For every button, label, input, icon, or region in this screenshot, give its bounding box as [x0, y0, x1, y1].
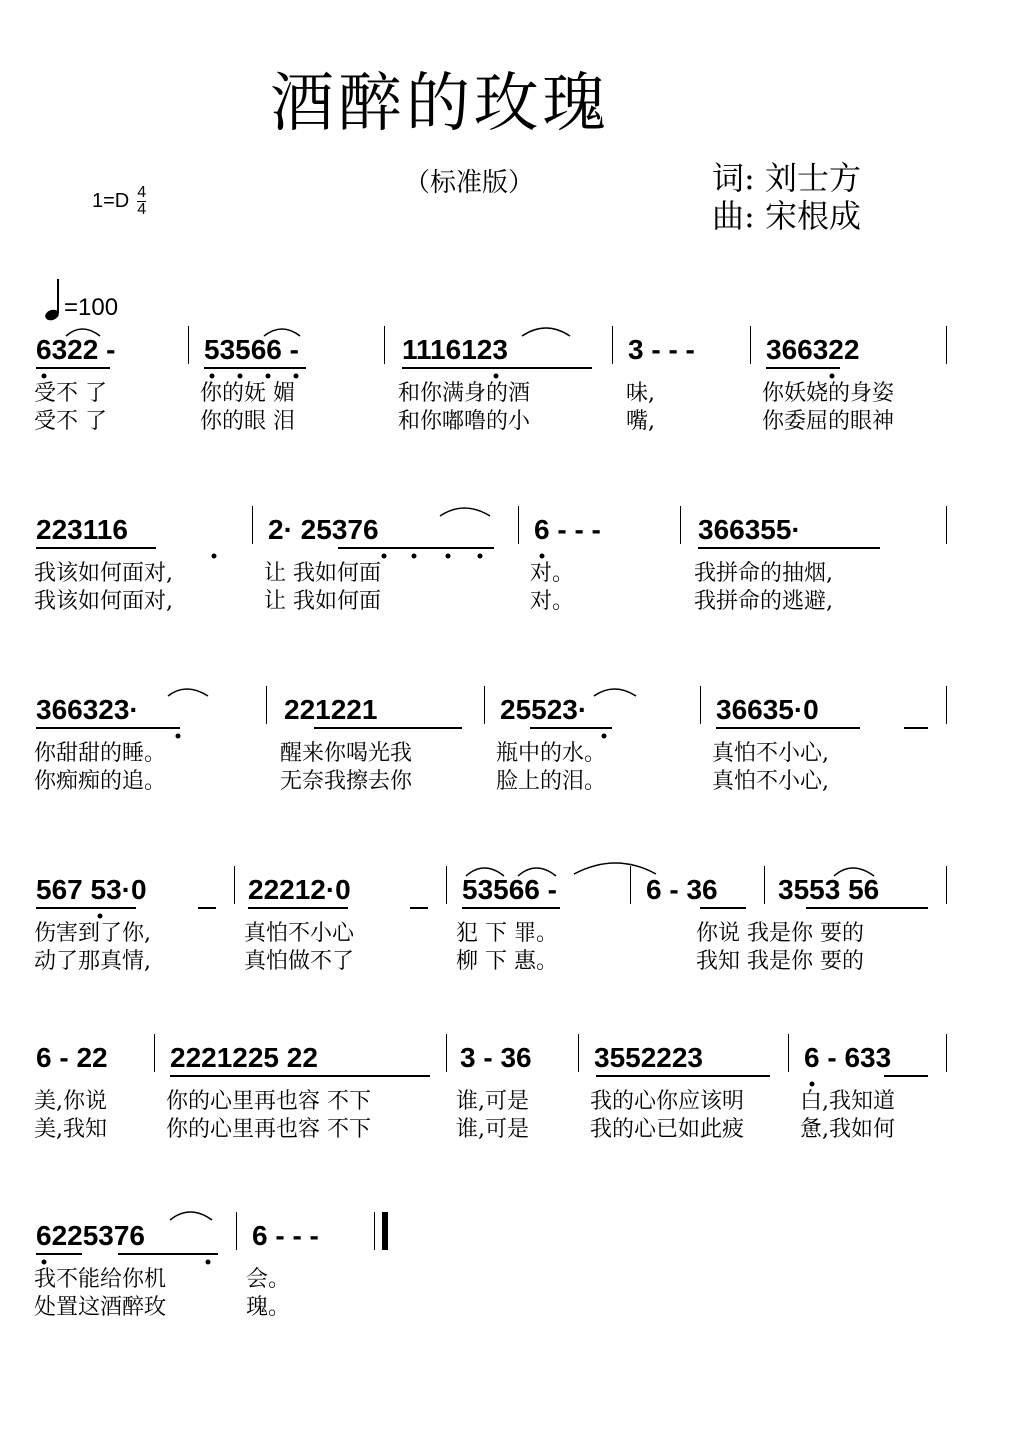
measure: 2· 25376	[268, 514, 379, 545]
measure: 1116123	[402, 334, 508, 365]
time-signature-beats: 4	[137, 184, 147, 201]
barline	[750, 326, 751, 364]
measure: 6 - 36	[646, 874, 718, 905]
measure: 6 - 633	[804, 1042, 892, 1073]
lyric-verse-1: 你的妩 媚	[200, 381, 295, 406]
measure: 53566 -	[204, 334, 299, 365]
barline	[374, 1212, 375, 1250]
measure: 366322	[766, 334, 860, 365]
barline	[680, 506, 681, 544]
barline	[384, 326, 385, 364]
measure: 3 - - -	[628, 334, 695, 365]
music-system-6	[0, 1218, 1024, 1358]
measure: 6225376	[36, 1220, 146, 1251]
barline	[946, 326, 947, 364]
measure: 6322 -	[36, 334, 116, 365]
lyric-verse-1: 我拼命的抽烟,	[694, 561, 833, 586]
barline	[266, 686, 267, 724]
lyric-verse-2: 柳 下 惠。	[456, 949, 558, 974]
lyric-verse-1: 和你满身的酒	[398, 381, 531, 406]
music-system-1	[0, 332, 1024, 472]
lyric-verse-1: 谁,可是	[456, 1089, 529, 1114]
lyric-verse-1: 犯 下 罪。	[456, 921, 558, 946]
barline	[188, 326, 189, 364]
lyric-verse-1: 美,你说	[34, 1089, 107, 1114]
lyric-verse-2: 真怕不小心,	[712, 769, 829, 794]
lyric-verse-1: 真怕不小心	[244, 921, 355, 946]
time-signature	[137, 185, 146, 218]
measure: 2221225 22	[170, 1042, 318, 1073]
lyric-verse-1: 让 我如何面	[264, 561, 381, 586]
measure: 3553 56	[778, 874, 880, 905]
notation-row	[0, 1040, 1024, 1076]
measure: 22212·0	[248, 874, 351, 905]
measure: 6 - 22	[36, 1042, 108, 1073]
measure: 53566 -	[462, 874, 557, 905]
barline	[946, 686, 947, 724]
lyric-verse-2: 你痴痴的追。	[34, 769, 167, 794]
barline	[946, 866, 947, 904]
lyric-verse-1: 我的心你应该明	[590, 1089, 745, 1114]
measure: 221221	[284, 694, 378, 725]
notation-row	[0, 872, 1024, 908]
music-system-2	[0, 512, 1024, 652]
barline	[788, 1034, 789, 1072]
lyric-verse-2: 我该如何面对,	[34, 589, 173, 614]
lyric-verse-2: 我拼命的逃避,	[694, 589, 833, 614]
lyric-verse-2: 动了那真情,	[34, 949, 151, 974]
measure: 3 - 36	[460, 1042, 532, 1073]
lyric-verse-1: 受不 了	[34, 381, 107, 406]
measure: 25523·	[500, 694, 588, 725]
lyric-verse-2: 真怕做不了	[244, 949, 355, 974]
lyric-verse-2: 你的眼 泪	[200, 409, 295, 434]
lyric-verse-2: 惫,我如何	[800, 1117, 895, 1142]
tempo-marking: =100	[64, 294, 119, 321]
lyric-verse-2: 和你嘟噜的小	[398, 409, 531, 434]
notation-row	[0, 692, 1024, 728]
barline	[946, 506, 947, 544]
barline	[700, 686, 701, 724]
barline	[630, 866, 631, 904]
lyric-verse-2: 我知 我是你 要的	[696, 949, 864, 974]
lyric-verse-2: 让 我如何面	[264, 589, 381, 614]
lyric-verse-1: 我该如何面对,	[34, 561, 173, 586]
lyric-verse-2: 脸上的泪。	[496, 769, 607, 794]
notation-row	[0, 332, 1024, 368]
lyric-verse-1: 真怕不小心,	[712, 741, 829, 766]
measure: 223116	[36, 514, 128, 545]
music-system-5	[0, 1040, 1024, 1180]
key-label: 1=D	[92, 190, 130, 212]
music-system-3	[0, 692, 1024, 832]
barline	[446, 1034, 447, 1072]
notation-row	[0, 512, 1024, 548]
lyric-verse-2: 受不 了	[34, 409, 107, 434]
measure: 567 53·0	[36, 874, 147, 905]
lyric-verse-1: 会。	[246, 1267, 291, 1292]
time-signature-unit: 4	[137, 201, 147, 218]
lyric-verse-2: 处置这酒醉玫	[34, 1295, 167, 1320]
barline	[518, 506, 519, 544]
barline	[236, 1212, 237, 1250]
composer-credit: 曲: 宋根成	[712, 197, 861, 235]
barline	[612, 326, 613, 364]
lyric-verse-2: 对。	[530, 589, 575, 614]
barline	[764, 866, 765, 904]
notation-row	[0, 1218, 1024, 1254]
lyric-verse-2: 嘴,	[626, 409, 655, 434]
lyric-verse-1: 醒来你喝光我	[280, 741, 413, 766]
lyric-verse-2: 我的心已如此疲	[590, 1117, 745, 1142]
barline	[154, 1034, 155, 1072]
barline	[252, 506, 253, 544]
final-barline	[382, 1212, 388, 1250]
lyric-verse-2: 无奈我擦去你	[280, 769, 413, 794]
barline	[946, 1034, 947, 1072]
lyricist-credit: 词: 刘士方	[712, 159, 861, 197]
lyric-verse-1: 对。	[530, 561, 575, 586]
measure: 36635·0	[716, 694, 819, 725]
lyric-verse-1: 白,我知道	[800, 1089, 895, 1114]
key-signature	[92, 185, 146, 218]
lyric-verse-1: 你说 我是你 要的	[696, 921, 864, 946]
barline	[446, 866, 447, 904]
barline	[578, 1034, 579, 1072]
song-title: 酒醉的玫瑰	[270, 67, 610, 141]
song-subtitle: （标准版）	[404, 168, 535, 198]
lyric-verse-1: 你甜甜的睡。	[34, 741, 167, 766]
measure: 3552223	[594, 1042, 704, 1073]
lyric-verse-2: 美,我知	[34, 1117, 107, 1142]
lyric-verse-1: 伤害到了你,	[34, 921, 151, 946]
measure: 6 - - -	[252, 1220, 319, 1251]
measure: 366323·	[36, 694, 139, 725]
measure: 366355·	[698, 514, 801, 545]
lyric-verse-2: 瑰。	[246, 1295, 291, 1320]
barline	[234, 866, 235, 904]
barline	[484, 686, 485, 724]
lyric-verse-1: 你的心里再也容 不下	[166, 1089, 371, 1114]
music-system-4	[0, 872, 1024, 1012]
lyric-verse-2: 你委屈的眼神	[762, 409, 895, 434]
lyric-verse-1: 味,	[626, 381, 655, 406]
lyric-verse-2: 谁,可是	[456, 1117, 529, 1142]
lyric-verse-2: 你的心里再也容 不下	[166, 1117, 371, 1142]
lyric-verse-1: 我不能给你机	[34, 1267, 167, 1292]
lyric-verse-1: 瓶中的水。	[496, 741, 607, 766]
measure: 6 - - -	[534, 514, 601, 545]
lyric-verse-1: 你妖娆的身姿	[762, 381, 895, 406]
